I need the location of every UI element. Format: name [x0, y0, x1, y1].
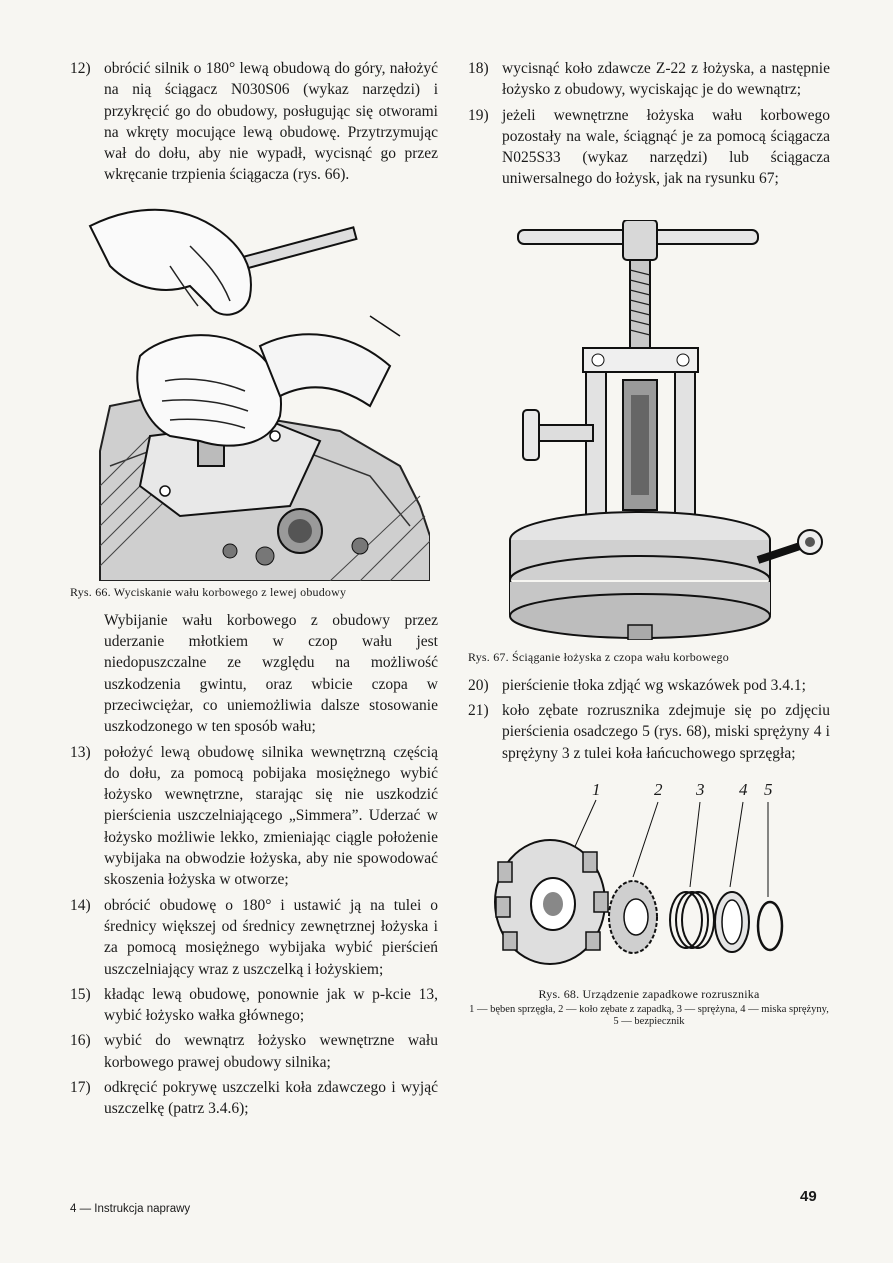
step-number: 15): [70, 985, 91, 1003]
step-14: [70, 895, 438, 980]
part-label-4: 4: [739, 779, 748, 799]
step-13: [70, 742, 438, 891]
bearing-puller-illustration: [468, 220, 830, 640]
step-number: 21): [468, 702, 489, 720]
step-16: [70, 1030, 438, 1073]
figure-68-caption: Rys. 68. Urządzenie zapadkowe rozrusznika: [538, 986, 760, 1001]
step-15: [70, 984, 438, 1027]
step-21: [468, 700, 830, 764]
step-text: koło zębate rozrusznika zdejmuje się po zdjęciu pierścienia osadczego 5 (rys. 68), miski sprężyny 4 i sprężyny 3 z tulei koła łańcuchowego sprzęgła;: [502, 702, 830, 762]
step-17: [70, 1077, 438, 1120]
figure-68-legend: 1 — bęben sprzęgła, 2 — koło zębate z zapadką, 3 — sprężyna, 4 — miska sprężyny, 5 — bezpiecznik: [469, 1003, 829, 1027]
step-text: obrócić silnik o 180° lewą obudową do góry, nałożyć na nią ściągacz N030S06 (wykaz narzędzi) i przykręcić go do obudowy, posługując się otworami na wkręty mocujące lewą obudowę. Przytrzymując wał do dołu, aby nie wypadł, wycisnąć go przez wkręcanie trzpienia ściągacza (rys. 66).: [104, 60, 438, 184]
step-12: [70, 58, 438, 186]
left-column: [70, 58, 438, 1124]
ratchet-mechanism-illustration: [468, 779, 830, 982]
step-number: 19): [468, 106, 489, 124]
figure-68: [468, 779, 830, 987]
step-number: 16): [70, 1032, 91, 1050]
part-label-5: 5: [764, 779, 773, 799]
step-text: wybić do wewnątrz łożysko wewnętrzne wału korbowego prawej obudowy silnika;: [104, 1032, 438, 1071]
step-number: 13): [70, 743, 91, 761]
warning-paragraph: Wybijanie wału korbowego z obudowy przez uderzanie młotkiem w czop wału jest niedopuszczalne ze względu na możliwość uszkodzenia gwintu, oraz wbicie czopa w przeciwciężar, co uniemożliwia dalsze stosowanie uszkodzonego w ten sposób wału;: [104, 611, 438, 736]
step-number: 20): [468, 676, 489, 694]
figure-66-caption: Rys. 66. Wyciskanie wału korbowego z lewej obudowy: [70, 584, 347, 599]
page-number: 49: [800, 1188, 817, 1205]
part-label-3: 3: [696, 779, 705, 799]
step-text: odkręcić pokrywę uszczelki koła zdawczego i wyjąć uszczelkę (patrz 3.4.6);: [104, 1079, 438, 1118]
step-text: położyć lewą obudowę silnika wewnętrzną częścią do dołu, za pomocą pobijaka mosiężnego wybić łożysko wewnętrzne, starając się nie uszkodzić pierścienia uszczelniającego „Simmera”. Uderzać w łożysko możliwie lekko, zmieniając ciągle położenie wybijaka na obwodzie łożyska, aby nie spowodować skoszenia łożyska w otworze;: [104, 743, 438, 889]
figure-66: [70, 206, 438, 581]
step-number: 12): [70, 60, 91, 77]
step-text: jeżeli wewnętrzne łożyska wału korbowego pozostały na wale, ściągnąć je za pomocą ściągacza N025S33 (wykaz narzędzi) lub ściągacza uniwersalnego do łożysk, jak na rysunku 67;: [502, 106, 830, 188]
step-text: wycisnąć koło zdawcze Z-22 z łożyska, a następnie łożysko z obudowy, wyciskając je do wewnątrz;: [502, 60, 830, 99]
right-column: [468, 58, 830, 1028]
crankshaft-press-illustration: [70, 206, 430, 581]
step-text: kładąc lewą obudowę, ponownie jak w p-kcie 13, wybić łożysko wałka głównego;: [104, 985, 438, 1025]
step-text: obrócić obudowę o 180° i ustawić ją na tulei o średnicy większej od średnicy zewnętrznej łożyska i za pomocą mosiężnego wybijaka wybić pierścień uszczelniający wraz z uszczelką i łożyskiem;: [104, 896, 438, 978]
figure-67: [468, 220, 830, 640]
footer-section-label: 4 — Instrukcja naprawy: [70, 1203, 191, 1215]
step-text: pierścienie tłoka zdjąć wg wskazówek pod 3.4.1;: [502, 676, 806, 694]
part-label-2: 2: [654, 779, 663, 799]
part-label-1: 1: [592, 779, 601, 799]
step-number: 17): [70, 1079, 91, 1097]
step-20: [468, 675, 830, 696]
step-number: 14): [70, 896, 91, 914]
step-18: [468, 58, 830, 101]
step-19: [468, 105, 830, 190]
step-number: 18): [468, 60, 489, 77]
figure-67-caption: Rys. 67. Ściąganie łożyska z czopa wału korbowego: [468, 649, 729, 664]
